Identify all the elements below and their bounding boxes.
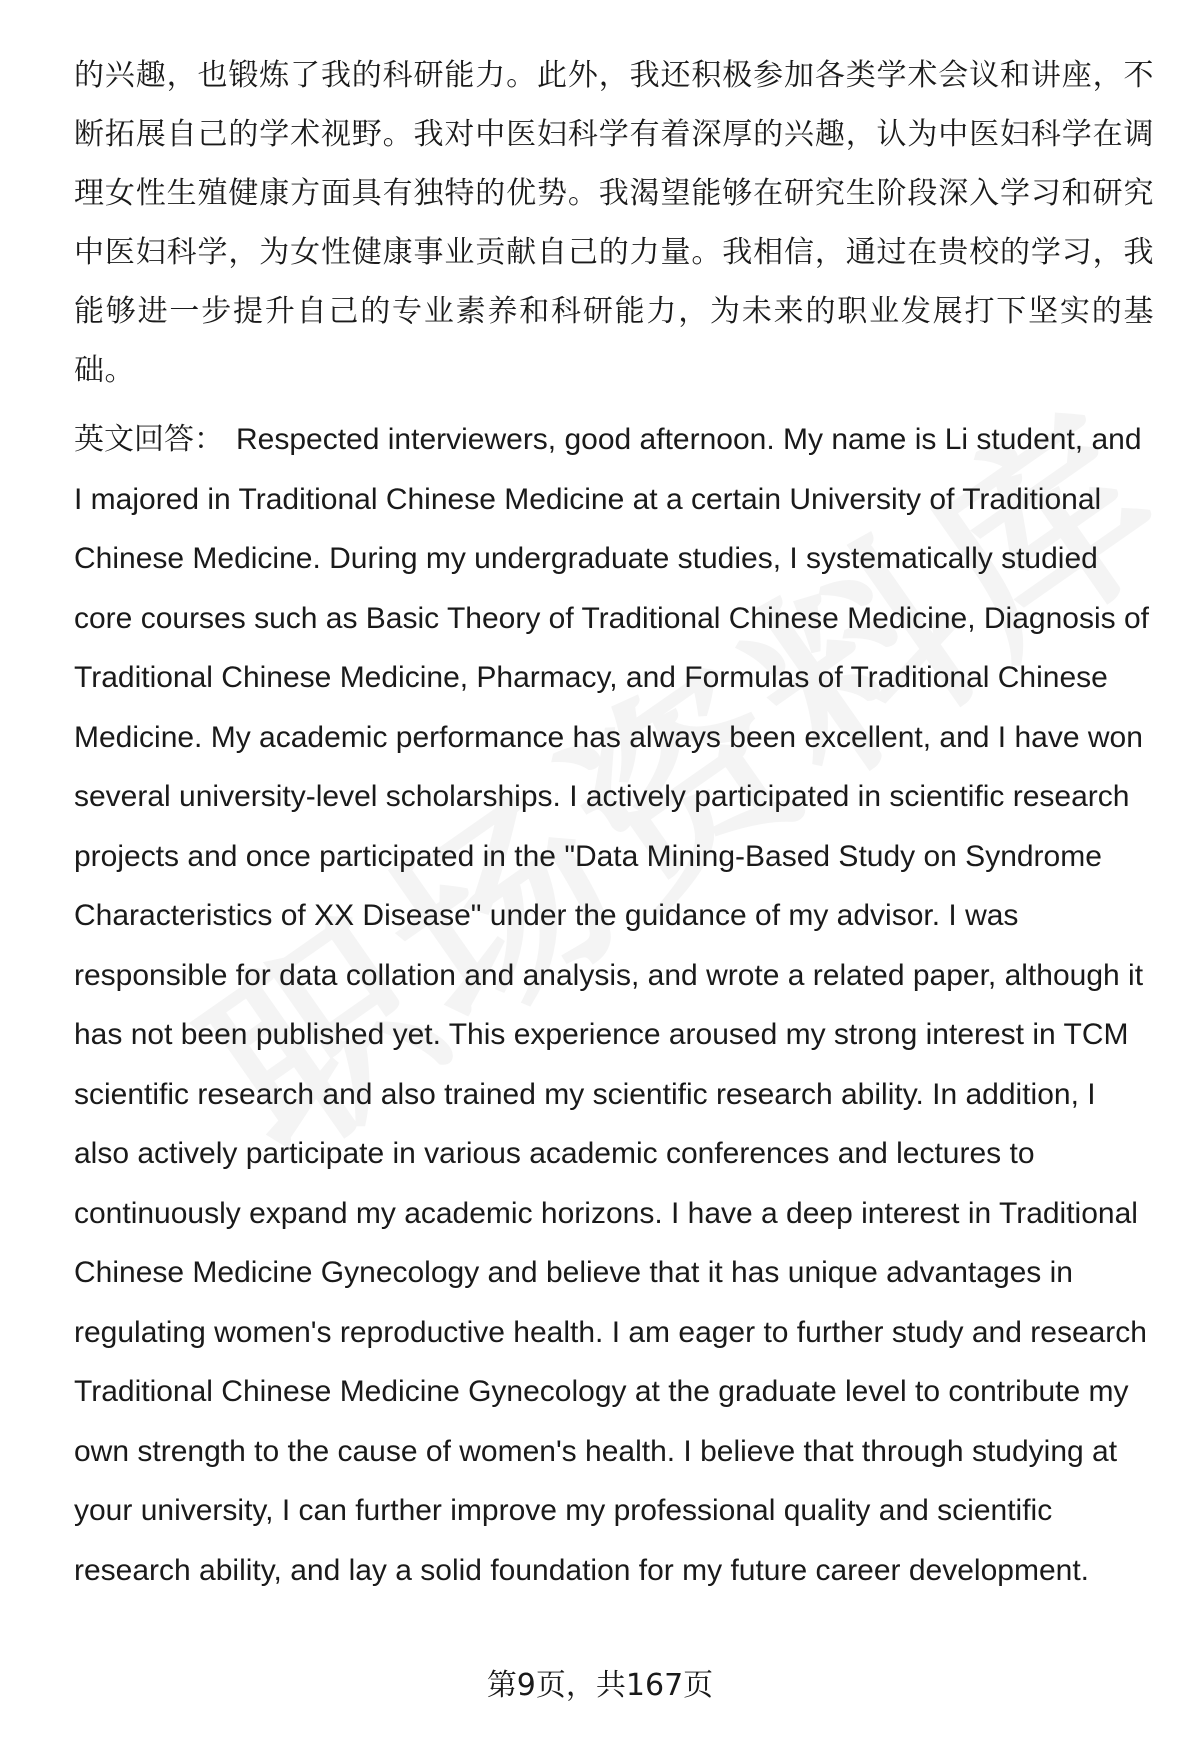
- document-body: [74, 46, 1154, 1600]
- english-answer-paragraph: [74, 410, 1154, 1600]
- page-number: 第9页，共167页: [486, 1668, 714, 1703]
- chinese-paragraph: 的兴趣，也锻炼了我的科研能力。此外，我还积极参加各类学术会议和讲座，不断拓展自己的学术视野。我对中医妇科学有着深厚的兴趣，认为中医妇科学在调理女性生殖健康方面具有独特的优势。我渴望能够在研究生阶段深入学习和研究中医妇科学，为女性健康事业贡献自己的力量。我相信，通过在贵校的学习，我能够进一步提升自己的专业素养和科研能力，为未来的职业发展打下坚实的基础。: [74, 58, 1154, 388]
- english-answer-label: 英文回答：: [74, 423, 224, 456]
- english-answer-text: Respected interviewers, good afternoon. My name is Li student, and I majored in Traditional Chinese Medicine at a certain University of Traditional Chinese Medicine. During my undergraduate studies, I systematically studied core courses such as Basic Theory of Traditional Chinese Medicine, Diagnosis of Traditional Chinese Medicine, Pharmacy, and Formulas of Traditional Chinese Medicine. My academic performance has always been excellent, and I have won several university-level scholarships. I actively participated in scientific research projects and once participated in the "Data Mining-Based Study on Syndrome Characteristics of XX Disease" under the guidance of my advisor. I was responsible for data collation and analysis, and wrote a related paper, although it has not been published yet. This experience aroused my strong interest in TCM scientific research and also trained my scientific research ability. In addition, I also actively participate in various academic conferences and lectures to continuously expand my academic horizons. I have a deep interest in Traditional Chinese Medicine Gynecology and believe that it has unique advantages in regulating women's reproductive health. I am eager to further study and research Traditional Chinese Medicine Gynecology at the graduate level to contribute my own strength to the cause of women's health. I believe that through studying at your university, I can further improve my professional quality and scientific research ability, and lay a solid foundation for my future career development.: [74, 423, 1149, 1587]
